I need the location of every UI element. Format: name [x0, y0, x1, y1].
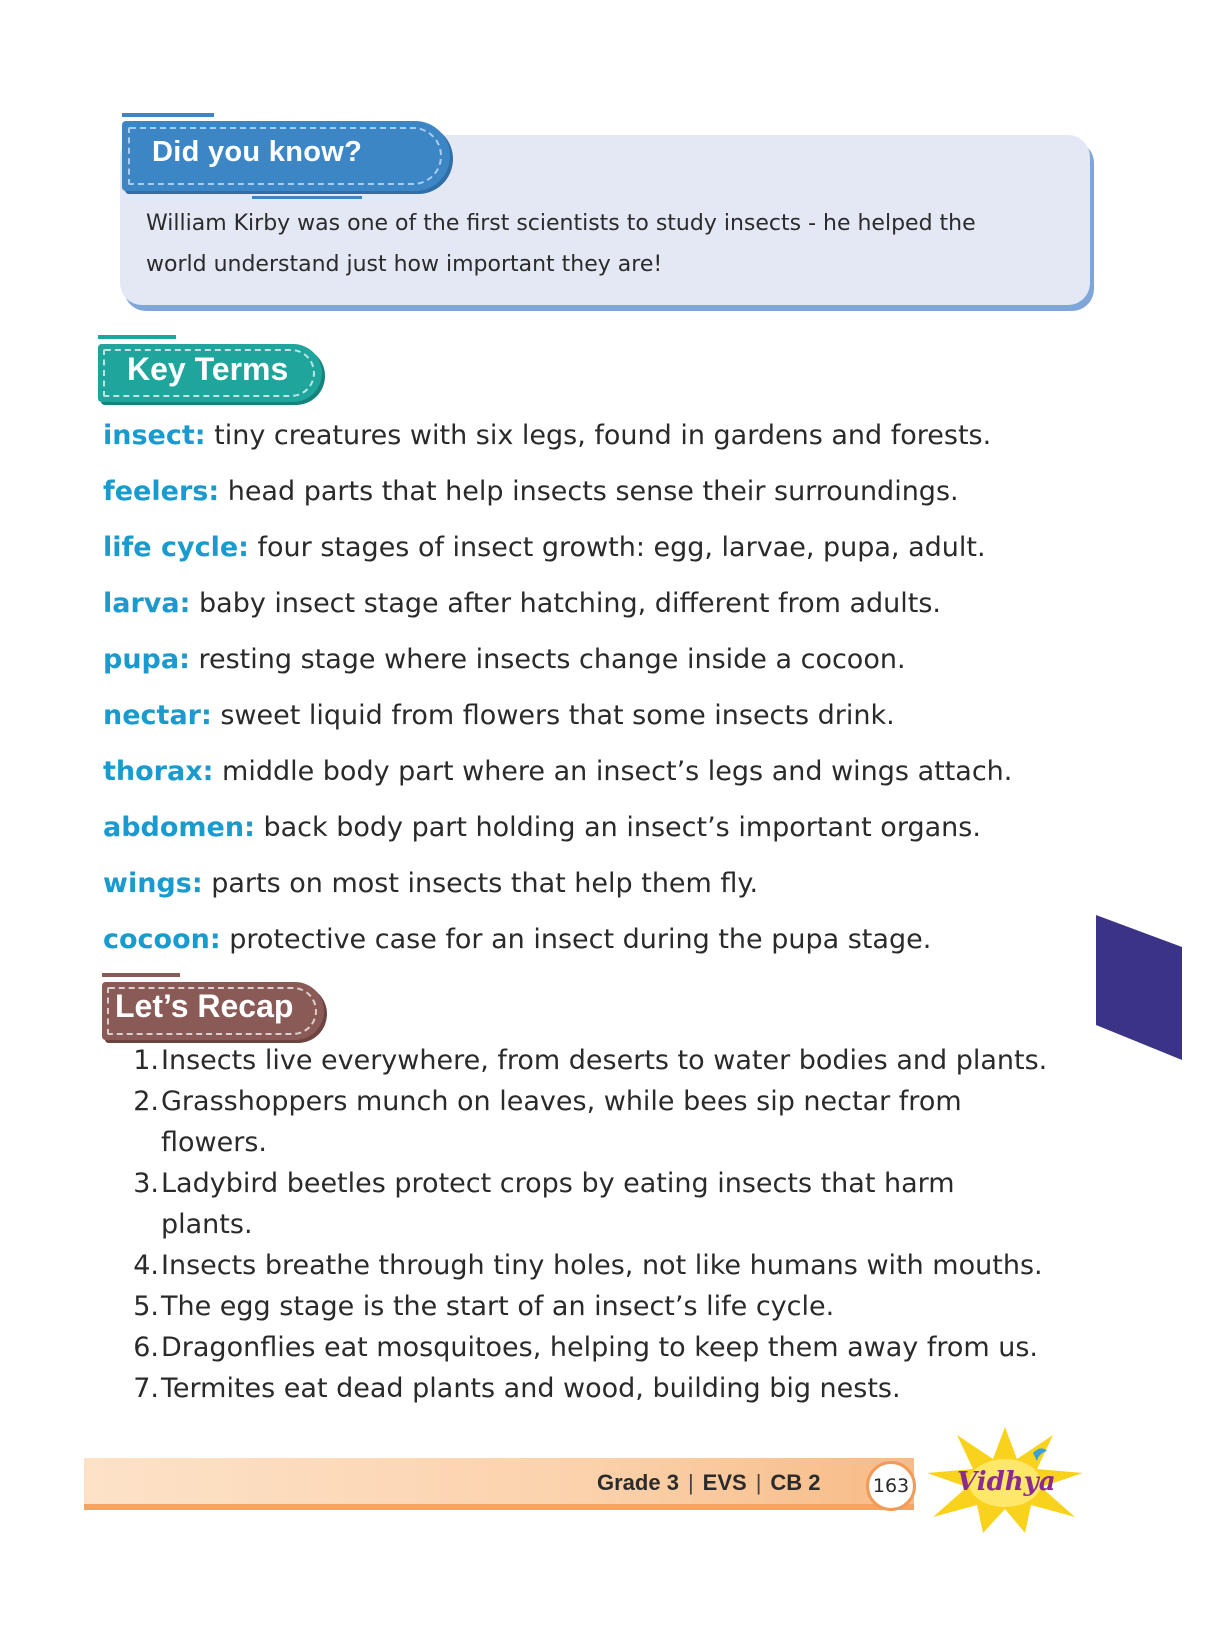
- recap-number: 1.: [133, 1045, 159, 1076]
- recap-number: 3.: [133, 1168, 159, 1199]
- recap-number: 5.: [133, 1291, 159, 1322]
- footer-separator: |: [687, 1470, 694, 1495]
- recap-accent-line: [102, 973, 180, 977]
- recap-text: Insects live everywhere, from deserts to water bodies and plants.: [161, 1045, 1048, 1076]
- recap-item: [128, 1327, 1058, 1368]
- recap-text: Dragonflies eat mosquitoes, helping to keep them away from us.: [161, 1332, 1038, 1363]
- footer-separator: |: [755, 1470, 762, 1495]
- key-term-word: thorax:: [103, 756, 214, 787]
- key-term-definition: tiny creatures with six legs, found in gardens and forests.: [205, 420, 992, 451]
- key-term-row: [103, 582, 1103, 638]
- key-term-word: larva:: [103, 588, 191, 619]
- recap-text: The egg stage is the start of an insect’s life cycle.: [161, 1291, 835, 1322]
- key-term-definition: protective case for an insect during the pupa stage.: [220, 924, 932, 955]
- recap-text: Ladybird beetles protect crops by eating insects that harm plants.: [161, 1168, 955, 1240]
- key-term-word: wings:: [103, 868, 203, 899]
- footer-grade: Grade 3: [597, 1470, 679, 1495]
- recap-item: [128, 1245, 1058, 1286]
- key-term-word: feelers:: [103, 476, 220, 507]
- recap-number: 6.: [133, 1332, 159, 1363]
- recap-item: [128, 1081, 1058, 1163]
- key-term-definition: parts on most insects that help them fly.: [202, 868, 759, 899]
- did-you-know-accent-line: [122, 113, 214, 117]
- footer-subject: EVS: [702, 1470, 747, 1495]
- footer-book: CB 2: [770, 1470, 821, 1495]
- key-terms-accent-line: [98, 335, 176, 339]
- key-term-definition: back body part holding an insect’s important organs.: [254, 812, 981, 843]
- did-you-know-line: world understand just how important they are!: [146, 252, 663, 277]
- recap-number: 4.: [133, 1250, 159, 1281]
- recap-item: [128, 1286, 1058, 1327]
- key-term-definition: four stages of insect growth: egg, larvae, pupa, adult.: [248, 532, 986, 563]
- key-term-row: [103, 526, 1103, 582]
- recap-title: Let’s Recap: [115, 988, 294, 1024]
- did-you-know-title: Did you know?: [152, 136, 363, 168]
- key-term-word: abdomen:: [103, 812, 255, 843]
- key-term-row: [103, 470, 1103, 526]
- key-term-row: [103, 750, 1103, 806]
- key-term-word: life cycle:: [103, 532, 249, 563]
- key-term-row: [103, 638, 1103, 694]
- did-you-know-line: William Kirby was one of the first scientists to study insects - he helped the: [146, 211, 976, 236]
- recap-text: Termites eat dead plants and wood, building big nests.: [161, 1373, 901, 1404]
- key-term-definition: head parts that help insects sense their surroundings.: [219, 476, 959, 507]
- recap-item: [128, 1368, 1058, 1409]
- footer-book-info: [597, 1470, 821, 1496]
- footer-band-edge: [84, 1504, 914, 1510]
- page-number: 163: [866, 1461, 916, 1511]
- did-you-know-text: [146, 203, 1046, 285]
- did-you-know-underline: [252, 196, 362, 199]
- key-terms-list: [103, 414, 1103, 974]
- key-term-row: [103, 806, 1103, 862]
- key-term-row: [103, 414, 1103, 470]
- key-term-word: insect:: [103, 420, 206, 451]
- recap-text: Grasshoppers munch on leaves, while bees sip nectar from flowers.: [161, 1086, 962, 1158]
- key-terms-title: Key Terms: [127, 351, 289, 387]
- recap-list: [128, 1040, 1058, 1409]
- key-term-row: [103, 862, 1103, 918]
- key-term-definition: baby insect stage after hatching, different from adults.: [190, 588, 942, 619]
- recap-item: [128, 1163, 1058, 1245]
- key-term-definition: middle body part where an insect’s legs and wings attach.: [213, 756, 1013, 787]
- key-term-word: pupa:: [103, 644, 190, 675]
- key-term-row: [103, 918, 1103, 974]
- recap-item: [128, 1040, 1058, 1081]
- key-term-definition: resting stage where insects change inside a cocoon.: [189, 644, 906, 675]
- chapter-side-tab: [1096, 915, 1182, 1060]
- key-term-word: cocoon:: [103, 924, 221, 955]
- chapter-side-tab-shape: [1096, 915, 1182, 1060]
- recap-number: 2.: [133, 1086, 159, 1117]
- recap-text: Insects breathe through tiny holes, not like humans with mouths.: [161, 1250, 1043, 1281]
- key-term-row: [103, 694, 1103, 750]
- recap-number: 7.: [133, 1373, 159, 1404]
- key-term-word: nectar:: [103, 700, 212, 731]
- key-term-definition: sweet liquid from flowers that some insects drink.: [211, 700, 895, 731]
- logo-text: Vidhya: [957, 1467, 1056, 1497]
